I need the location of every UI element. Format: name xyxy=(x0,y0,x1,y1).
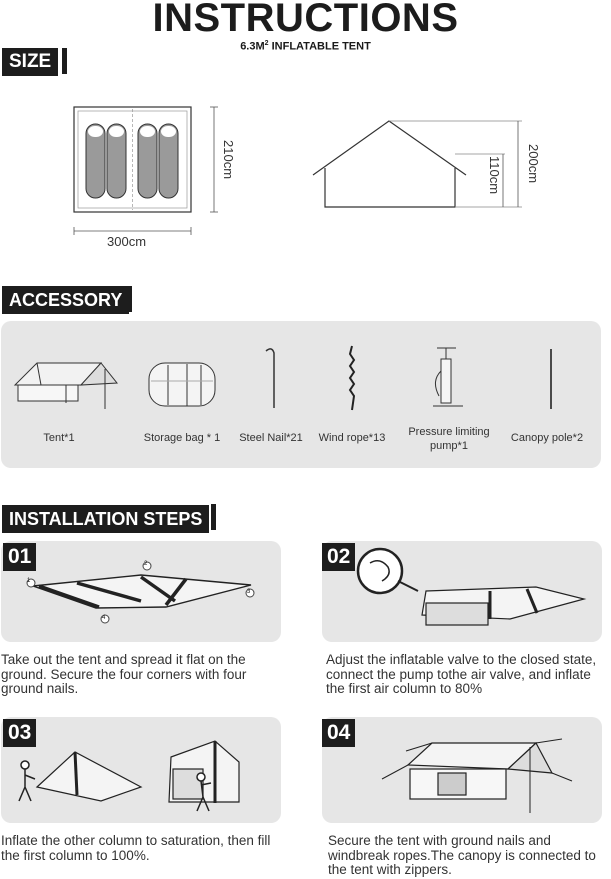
step-01-illustration xyxy=(1,541,281,642)
step-04-number: 04 xyxy=(322,719,355,747)
corner-marker-1: 1 xyxy=(27,578,31,584)
step-03-number: 03 xyxy=(3,719,36,747)
steel-nail-icon xyxy=(266,349,274,408)
subtitle-area: 6.3M xyxy=(240,40,265,53)
section-size-bar xyxy=(62,48,67,74)
corner-marker-4: 4 xyxy=(102,615,106,621)
dimension-width: 300cm xyxy=(107,234,147,249)
accessory-label-canopy-pole: Canopy pole*2 xyxy=(510,432,584,444)
step-02-panel xyxy=(322,541,602,642)
step-01-number: 01 xyxy=(3,543,36,571)
page-title: INSTRUCTIONS xyxy=(152,0,459,40)
subtitle-product: INFLATABLE TENT xyxy=(268,40,371,53)
size-diagram xyxy=(0,95,611,265)
step-04-panel xyxy=(322,717,602,823)
dimension-wall-height: 110cm xyxy=(487,156,502,195)
wind-rope-icon xyxy=(350,346,354,410)
step-02-number: 02 xyxy=(322,543,355,571)
dimension-total-height: 200cm xyxy=(526,144,541,184)
section-accessory-bar xyxy=(127,286,132,312)
accessory-label-steel-nail: Steel Nail*21 xyxy=(239,432,303,444)
step-02-illustration xyxy=(322,541,602,642)
pump-icon xyxy=(433,348,463,406)
accessory-illustrations xyxy=(1,321,601,468)
tent-icon xyxy=(15,363,117,409)
section-accessory-label: ACCESSORY xyxy=(2,286,129,314)
section-installation-label: INSTALLATION STEPS xyxy=(2,505,209,533)
subtitle-area-unit: 2 xyxy=(264,40,269,47)
step-03-text: Inflate the other column to saturation, then fill the first column to 100%. xyxy=(1,833,271,863)
storage-bag-icon xyxy=(149,363,215,406)
accessory-label-storage-bag: Storage bag * 1 xyxy=(143,432,221,444)
page-subtitle xyxy=(0,40,611,53)
side-view-outline xyxy=(313,121,466,207)
step-01-panel xyxy=(1,541,281,642)
corner-marker-2: 2 xyxy=(144,561,148,567)
step-03-illustration xyxy=(1,717,281,823)
dimension-depth: 210cm xyxy=(221,140,236,180)
step-04-text: Secure the tent with ground nails and windbreak ropes.The canopy is connected to the tent with zippers. xyxy=(328,833,596,877)
accessory-label-pump: Pressure limiting pump*1 xyxy=(408,426,490,452)
section-installation-bar xyxy=(211,504,216,530)
step-02-text: Adjust the inflatable valve to the closed state, connect the pump tothe air valve, and inflate the first air column to 80% xyxy=(326,652,597,696)
accessory-panel xyxy=(1,321,601,468)
step-03-panel xyxy=(1,717,281,823)
step-01-text: Take out the tent and spread it flat on the ground. Secure the four corners with four ground nails. xyxy=(1,652,247,696)
accessory-label-tent: Tent*1 xyxy=(43,432,75,444)
corner-marker-3: 3 xyxy=(247,589,251,595)
step-04-illustration xyxy=(322,717,602,823)
accessory-label-wind-rope: Wind rope*13 xyxy=(318,432,386,444)
section-size-label: SIZE xyxy=(2,48,58,76)
